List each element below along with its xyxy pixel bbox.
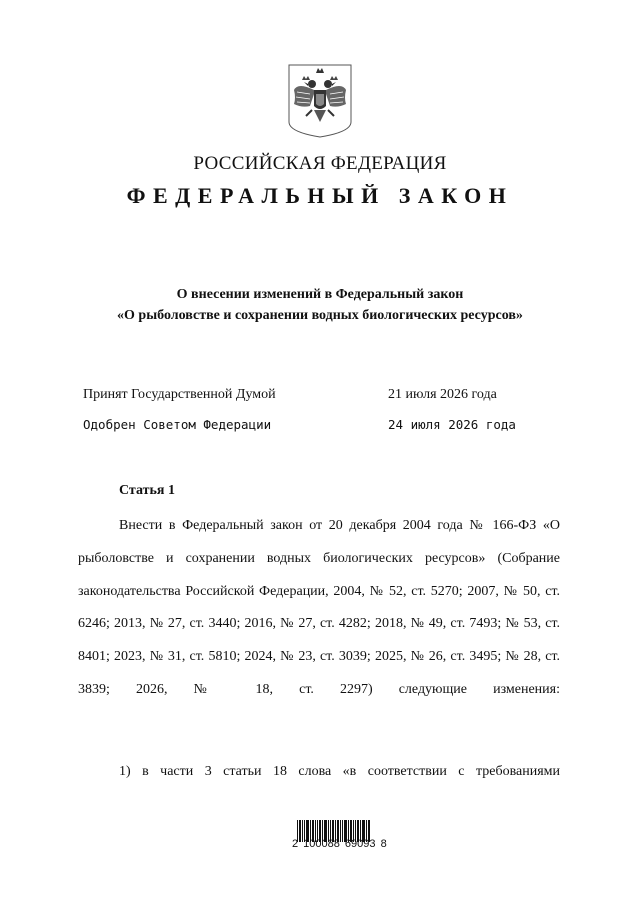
law-subject-line-1: О внесении изменений в Федеральный закон <box>176 287 464 302</box>
article-paragraph-1: Внести в Федеральный закон от 20 декабря 2004 года № 166-ФЗ «О рыболовстве и сохранении водных биологических ресурсов» (Собрание законодательства Российской Федерации, 2004, № 52, ст. 5270; 2007, № 50, ст. 6246; 2013, № 27, ст. 3440; 2016, № 27, ст. 4282; 2018, № 49, ст. 7493; № 53, ст. 8401; 2023, № 31, ст. 5810; 2024, № 23, ст. 3039; 2025, № 26, ст. 3495; № 28, ст. 3839; 2026, № 18, ст. 2297) следующие изменения: <box>78 518 560 697</box>
adoption-duma-row <box>83 387 532 403</box>
article-paragraph-2: 1) в части 3 статьи 18 слова «в соответствии с требованиями <box>119 764 560 779</box>
law-subject <box>0 284 640 326</box>
document-type: ФЕДЕРАЛЬНЫЙ ЗАКОН <box>126 183 514 208</box>
coat-of-arms-icon <box>288 64 352 138</box>
article-title: Статья 1 <box>119 483 175 498</box>
law-subject-line-2: «О рыболовстве и сохранении водных биологических ресурсов» <box>117 308 523 323</box>
council-date: 24 июля 2026 года <box>388 417 516 432</box>
duma-label: Принят Государственной Думой <box>83 387 276 402</box>
barcode-number: 2 100088 69093 8 <box>292 838 387 850</box>
council-label: Одобрен Советом Федерации <box>83 417 272 432</box>
duma-date: 21 июля 2026 года <box>388 387 497 402</box>
adoption-council-row <box>83 417 532 432</box>
country-name: РОССИЙСКАЯ ФЕДЕРАЦИЯ <box>193 153 447 174</box>
